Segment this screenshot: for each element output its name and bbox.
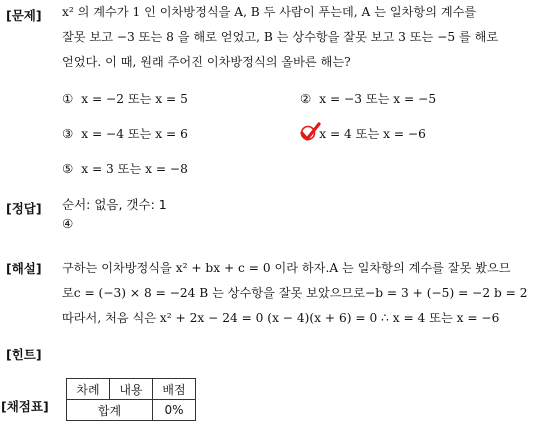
- table-header-cell: 배점: [153, 379, 196, 400]
- choice-5[interactable]: [62, 160, 188, 177]
- answer-choice: ④: [62, 216, 74, 231]
- problem-text: [62, 0, 498, 75]
- table-header-row: [67, 379, 196, 400]
- table-row: [67, 400, 196, 421]
- choice-number: ②: [300, 91, 312, 106]
- table-header-cell: 내용: [110, 379, 153, 400]
- choice-number: ⑤: [62, 161, 74, 176]
- explanation-text: [62, 256, 528, 331]
- problem-label: [문제]: [6, 8, 42, 23]
- problem-line: 잘못 보고 −3 또는 8 을 해로 얻었고, B 는 상수항을 잘못 보고 3 또는 −5 를 해로: [62, 30, 499, 44]
- problem-line: 얻었다. 이 때, 원래 주어진 이차방정식의 올바른 해는?: [62, 55, 351, 69]
- problem-line: x² 의 계수가 1 인 이차방정식을 A, B 두 사람이 푸는데, A 는 일차항의 계수를: [62, 5, 477, 19]
- choice-text: x = −4 또는 x = 6: [81, 127, 188, 141]
- total-label: 합계: [67, 400, 153, 421]
- explanation-label: [해설]: [6, 261, 42, 276]
- checkmark-icon: [299, 121, 321, 143]
- choice-number: ③: [62, 126, 74, 141]
- hint-label: [힌트]: [6, 347, 42, 362]
- choice-text: x = 3 또는 x = −8: [81, 162, 188, 176]
- answer-line: 순서: 없음, 갯수: 1: [62, 197, 167, 212]
- choice-3[interactable]: [62, 125, 188, 142]
- choice-text: x = −3 또는 x = −5: [319, 92, 437, 106]
- choice-number: ①: [62, 91, 74, 106]
- answer-label: [정답]: [6, 201, 42, 216]
- scoring-label: [채점표]: [1, 399, 49, 414]
- choice-text: x = 4 또는 x = −6: [319, 127, 426, 141]
- choice-1[interactable]: [62, 90, 188, 107]
- answer-text: [62, 195, 167, 233]
- scoring-table: [66, 378, 196, 421]
- choice-2[interactable]: [300, 90, 436, 107]
- table-header-cell: 차례: [67, 379, 110, 400]
- total-value: 0%: [153, 400, 196, 421]
- explanation-line: 구하는 이차방정식을 x² + bx + c = 0 이라 하자.A 는 일차항의 계수를 잘못 봤으므: [62, 261, 511, 275]
- explanation-line: 따라서, 처음 식은 x² + 2x − 24 = 0 (x − 4)(x + 6) = 0 ∴ x = 4 또는 x = −6: [62, 311, 500, 325]
- explanation-line: 로c = (−3) × 8 = −24 B 는 상수항을 잘못 보았으므로−b = 3 + (−5) = −2 b = 2: [62, 286, 528, 300]
- choice-text: x = −2 또는 x = 5: [81, 92, 188, 106]
